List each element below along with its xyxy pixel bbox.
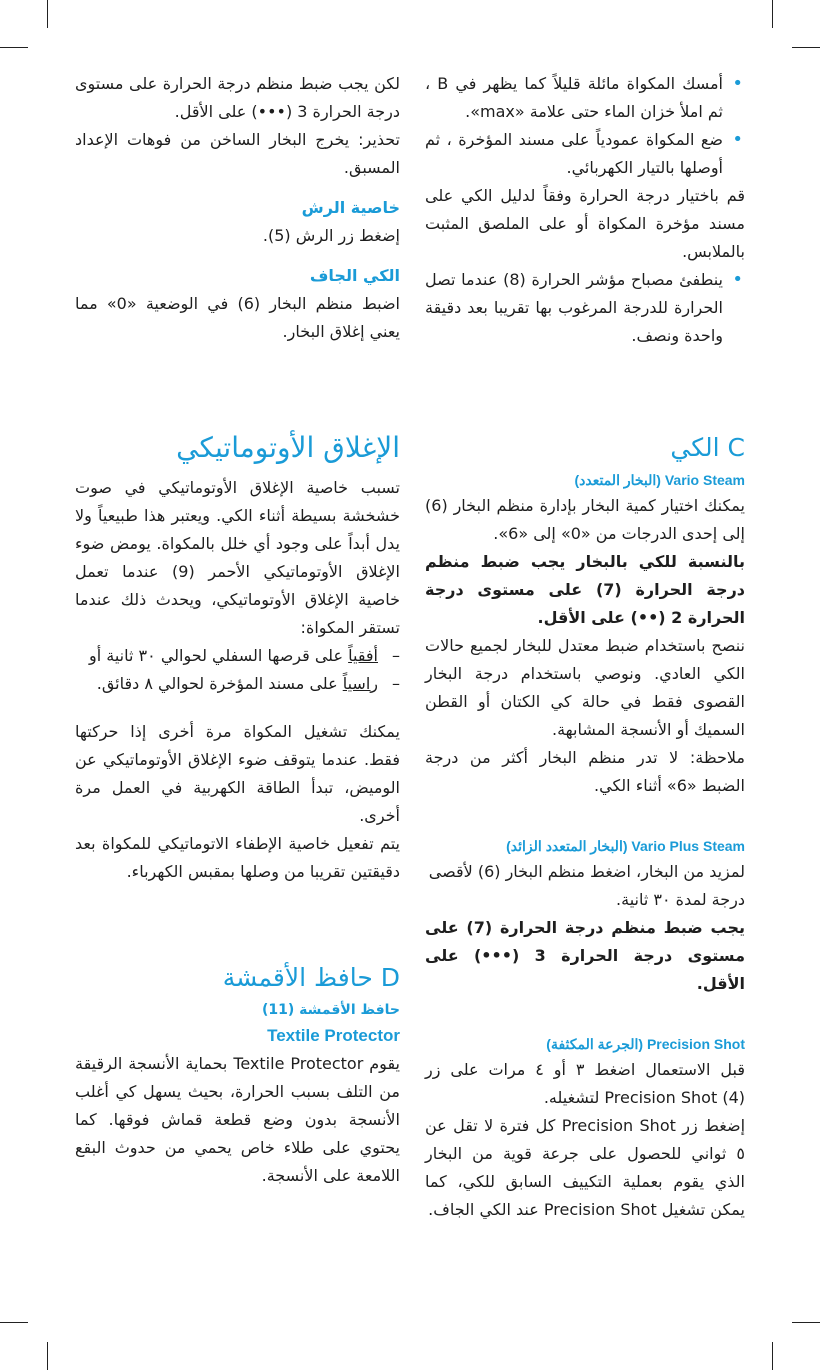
- crop-mark: [792, 1322, 820, 1323]
- section-d-title: D حافظ الأقمشة: [222, 963, 400, 992]
- right-column-top: [425, 70, 745, 350]
- dash-text: على قرصها السفلي لحوالي ٣٠ ثانية أو: [89, 646, 349, 665]
- section-d: [75, 958, 400, 1190]
- list-item: [75, 642, 400, 670]
- bullet-text: أمسك المكواة مائلة قليلاً كما يظهر في B ، ثم املأ خزان الماء حتى علامة «max».: [425, 74, 724, 121]
- auto-shutoff-timer: يتم تفعيل خاصية الإطفاء الاتوماتيكي للمكواة بعد دقيقتين تقريبا من وصلها بمقبس الكهرباء.: [75, 834, 400, 881]
- bullet-text: ينطفئ مصباح مؤشر الحرارة (8) عندما تصل الحرارة للدرجة المرغوب بها تقريبا بعد دقيقة واحدة ونصف.: [425, 270, 724, 345]
- crop-mark: [0, 47, 28, 48]
- section-c: [425, 428, 745, 1224]
- auto-shutoff-text: تسبب خاصية الإغلاق الأوتوماتيكي في صوت خشخشة بسيطة أثناء الكي. ويعتبر هذا طبيعياً ولا يدل أبداً على وجود أي خلل بالمكواة. يومض ضوء الإغلاق الأوتوماتيكي الأحمر (9) عندما تعمل خاصية الإغلاق الأوتوماتيكي، ويحدث ذلك عندما تستقر المكواة:: [75, 478, 401, 637]
- vario-plus-title: Vario Plus Steam (البخار المتعدد الزائد): [506, 838, 745, 854]
- bullet-continuation: قم باختيار درجة الحرارة وفقاً لدليل الكي على مسند مؤخرة المكواة أو على الملصق المثبت بالملابس.: [425, 186, 745, 261]
- precision-shot-title: Precision Shot (الجرعة المكثفة): [546, 1036, 745, 1052]
- textile-protector-sub-ar: حافظ الأقمشة (11): [261, 1002, 400, 1018]
- dry-ironing-text: اضبط منظم البخار (6) في الوضعية «0» مما يعني إغلاق البخار.: [75, 294, 400, 341]
- underlined-word: أفقياً: [348, 646, 378, 665]
- underlined-word: راسياً: [342, 674, 378, 693]
- vario-steam-note: ملاحظة: لا تدر منظم البخار أكثر من درجة الضبط «6» أثناء الكي.: [425, 748, 745, 795]
- dash-text: على مسند المؤخرة لحوالي ٨ دقائق.: [96, 674, 343, 693]
- spray-text: إضغط زر الرش (5).: [262, 226, 400, 245]
- vario-steam-advice: ننصح باستخدام ضبط معتدل للبخار لجميع حالات الكي العادي. ونوصي باستخدام درجة البخار القصوى فقط في حالة كي الكتان أو القطن السميك أو الأنسجة المشابهة.: [425, 636, 745, 739]
- vario-steam-title: Vario Steam (البخار المتعدد): [574, 472, 745, 488]
- crop-mark: [772, 0, 773, 28]
- vario-steam-bold: بالنسبة للكي بالبخار يجب ضبط منظم درجة الحرارة (7) على مستوى درجة الحرارة 2 (••) على الأقل.: [425, 552, 745, 627]
- vario-plus-bold: يجب ضبط منظم درجة الحرارة (7) على مستوى درجة الحرارة 3 (•••) على الأقل.: [425, 918, 745, 993]
- spray-title: خاصية الرش: [301, 198, 400, 217]
- crop-mark: [772, 1342, 773, 1370]
- left-column-top: [75, 70, 400, 346]
- textile-protector-sub-en: Textile Protector: [267, 1026, 400, 1045]
- bullet-text: ضع المكواة عمودياً على مسند المؤخرة ، ثم أوصلها بالتيار الكهربائي.: [425, 130, 723, 177]
- precision-shot-text: قبل الاستعمال اضغط ٣ أو ٤ مرات على زر Precision Shot (4) لتشغيله.: [425, 1060, 746, 1107]
- list-item: [425, 70, 745, 126]
- section-auto-shutoff: [75, 428, 400, 886]
- crop-mark: [47, 1342, 48, 1370]
- crop-mark: [47, 0, 48, 28]
- textile-protector-text: يقوم Textile Protector بحماية الأنسجة الرقيقة من التلف بسبب الحرارة، بحيث يسهل كي أغلب الأنسجة بدون وضع قطعة قماش فوقها. كما يحتوي على طلاء خاص يحمي من حدوث البقع اللامعة على الأنسجة.: [75, 1054, 400, 1185]
- precision-shot-text-2: إضغط زر Precision Shot كل فترة لا تقل عن ٥ ثواني للحصول على جرعة قوية من البخار الذي يقوم بعملية التكييف السابق للكي، كما يمكن تشغيل Precision Shot عند الكي الجاف.: [425, 1116, 746, 1219]
- section-c-title: C الكي: [670, 433, 745, 462]
- vario-steam-text: يمكنك اختيار كمية البخار بإدارة منظم البخار (6) إلى إحدى الدرجات من «0» إلى «6».: [425, 496, 745, 543]
- list-item: [425, 126, 745, 182]
- crop-mark: [0, 1322, 28, 1323]
- vario-plus-text: لمزيد من البخار، اضغط منظم البخار (6) لأقصى درجة لمدة ٣٠ ثانية.: [428, 862, 745, 909]
- list-item: [425, 266, 745, 350]
- steam-note: لكن يجب ضبط منظم درجة الحرارة على مستوى درجة الحرارة 3 (•••) على الأقل.: [75, 74, 400, 121]
- crop-mark: [792, 47, 820, 48]
- auto-shutoff-title: الإغلاق الأوتوماتيكي: [176, 431, 400, 464]
- dry-ironing-title: الكي الجاف: [309, 266, 400, 285]
- list-item: [75, 670, 400, 698]
- auto-shutoff-restart: يمكنك تشغيل المكواة مرة أخرى إذا حركتها فقط. عندما يتوقف ضوء الإغلاق الأوتوماتيكي عن الوميض، تبدأ الطاقة الكهربية في العمل مرة أخرى.: [75, 722, 400, 825]
- warning-text: تحذير: يخرج البخار الساخن من فوهات الإعداد المسبق.: [75, 130, 400, 177]
